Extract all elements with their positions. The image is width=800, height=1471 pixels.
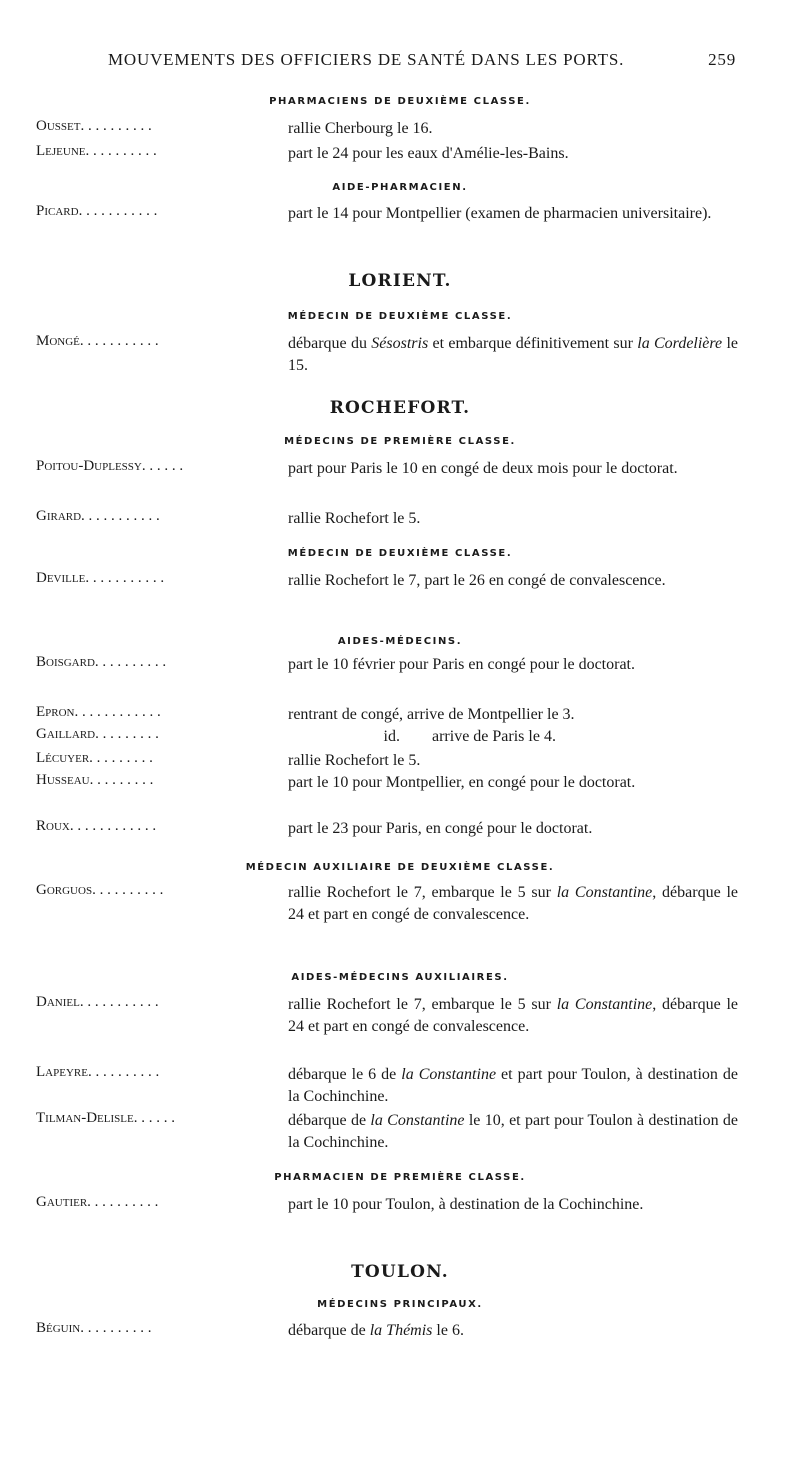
entry-text: id. arrive de Paris le 4. xyxy=(383,728,556,745)
section-heading: AIDES-MÉDECINS. xyxy=(337,636,463,647)
entry-name: Epron. . . . . . . . . . . . xyxy=(36,704,161,720)
entry-name: Gautier. . . . . . . . . . xyxy=(36,1194,159,1210)
running-head-title: MOUVEMENTS DES OFFICIERS DE SANTÉ DANS LES PORTS. xyxy=(108,50,625,69)
entry-name: Mongé. . . . . . . . . . . xyxy=(36,333,159,349)
entry-text: rallie Rochefort le 5. xyxy=(288,752,421,769)
city-heading-rochefort: ROCHEFORT. xyxy=(329,398,471,418)
section-heading: PHARMACIENS DE DEUXIÈME CLASSE. xyxy=(269,96,531,107)
entry-name: Lécuyer. . . . . . . . . xyxy=(36,750,153,766)
entry-text: rallie Rochefort le 5. xyxy=(288,510,421,527)
entry-text: part le 10 pour Montpellier, en congé pour le doctorat. xyxy=(288,774,636,791)
entry-name: Girard. . . . . . . . . . . xyxy=(36,508,160,524)
section-heading: AIDE-PHARMACIEN. xyxy=(332,182,468,193)
running-head xyxy=(108,50,768,70)
entry-text: débarque de la Constantine le 10, et part pour Toulon à destination de la Cochinchine. xyxy=(288,1112,739,1151)
entry-text: rentrant de congé, arrive de Montpellier le 3. xyxy=(288,706,575,723)
entry-text: part le 14 pour Montpellier (examen de pharmacien universitaire). xyxy=(288,205,712,222)
entry-text: débarque du Sésostris et embarque définitivement sur la Cordelière le 15. xyxy=(288,335,739,374)
entry-name: Gorguos. . . . . . . . . . xyxy=(36,882,164,898)
section-heading: MÉDECIN AUXILIAIRE DE DEUXIÈME CLASSE. xyxy=(245,862,555,873)
entry-name: Poitou-Duplessy. . . . . . xyxy=(36,458,184,474)
entry-name: Roux. . . . . . . . . . . . xyxy=(36,818,157,834)
entry-name: Ousset. . . . . . . . . . xyxy=(36,118,152,134)
entry-name: Béguin. . . . . . . . . . xyxy=(36,1320,152,1336)
entry-text: part le 10 février pour Paris en congé pour le doctorat. xyxy=(288,656,635,673)
section-heading: MÉDECIN DE DEUXIÈME CLASSE. xyxy=(287,311,513,322)
entry-name: Picard. . . . . . . . . . . xyxy=(36,203,158,219)
entry-text: part le 23 pour Paris, en congé pour le doctorat. xyxy=(288,820,593,837)
entry-text: part le 24 pour les eaux d'Amélie-les-Bains. xyxy=(288,145,569,162)
section-heading: MÉDECINS PRINCIPAUX. xyxy=(317,1299,483,1310)
entry-text: rallie Rochefort le 7, embarque le 5 sur la Constantine, débarque le 24 et part en congé de convalescence. xyxy=(288,884,738,923)
entry-name: Lejeune. . . . . . . . . . xyxy=(36,143,157,159)
entry-name: Husseau. . . . . . . . . xyxy=(36,772,154,788)
city-heading-lorient: LORIENT. xyxy=(348,271,452,291)
page-number: 259 xyxy=(708,50,736,69)
entry-text: rallie Rochefort le 7, embarque le 5 sur la Constantine, débarque le 24 et part en congé de convalescence. xyxy=(288,996,738,1035)
section-heading: MÉDECINS DE PREMIÈRE CLASSE. xyxy=(284,436,516,447)
entry-name: Daniel. . . . . . . . . . . xyxy=(36,994,159,1010)
entry-name: Tilman-Delisle. . . . . . xyxy=(36,1110,175,1126)
entry-text: débarque le 6 de la Constantine et part pour Toulon, à destination de la Cochinchine. xyxy=(288,1066,738,1105)
entry-name: Deville. . . . . . . . . . . xyxy=(36,570,165,586)
entry-text: part le 10 pour Toulon, à destination de la Cochinchine. xyxy=(288,1196,644,1213)
entry-name: Boisgard. . . . . . . . . . xyxy=(36,654,167,670)
entry-text: rallie Rochefort le 7, part le 26 en congé de convalescence. xyxy=(288,572,666,589)
section-heading: AIDES-MÉDECINS AUXILIAIRES. xyxy=(291,972,509,983)
entry-text: débarque de la Thémis le 6. xyxy=(288,1322,464,1339)
entry-text: rallie Cherbourg le 16. xyxy=(288,120,433,137)
section-heading: PHARMACIEN DE PREMIÈRE CLASSE. xyxy=(274,1172,526,1183)
section-heading: MÉDECIN DE DEUXIÈME CLASSE. xyxy=(287,548,513,559)
entry-name: Lapeyre. . . . . . . . . . xyxy=(36,1064,160,1080)
entry-name: Gaillard. . . . . . . . . xyxy=(36,726,159,742)
city-heading-toulon: TOULON. xyxy=(351,1262,449,1282)
entry-text: part pour Paris le 10 en congé de deux mois pour le doctorat. xyxy=(288,460,678,477)
